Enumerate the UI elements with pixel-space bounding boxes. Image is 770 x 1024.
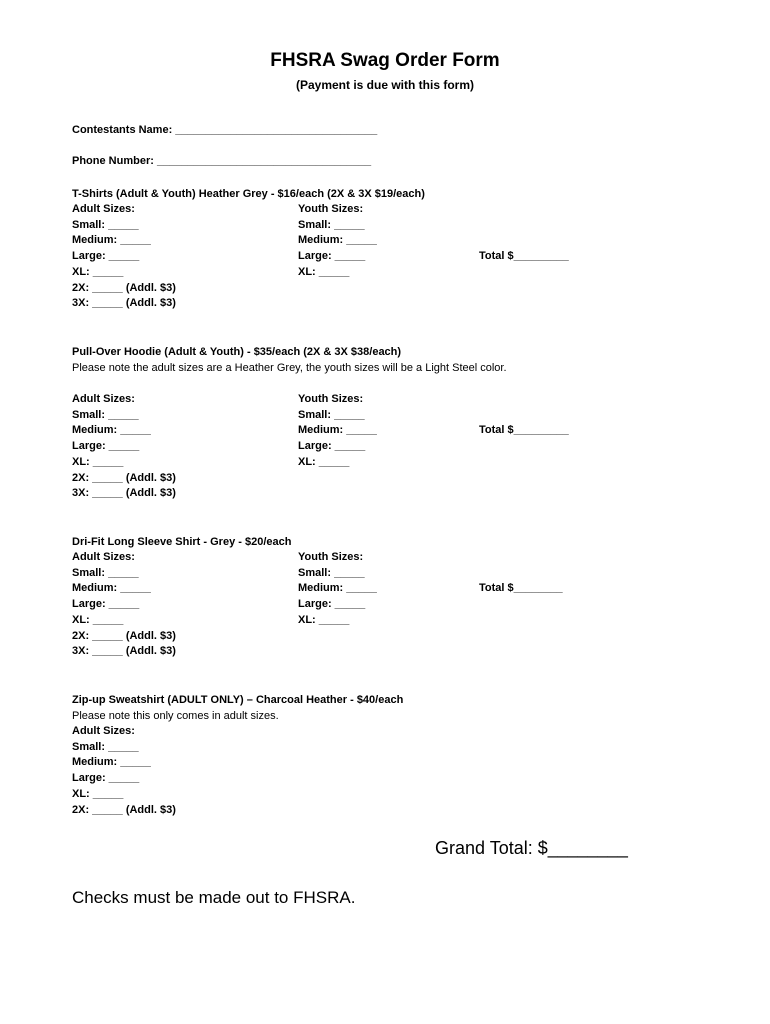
adult-sizes bbox=[72, 550, 176, 660]
page-title: FHSRA Swag Order Form bbox=[270, 50, 500, 71]
size-entry[interactable]: Small: _____ bbox=[298, 218, 365, 231]
size-entry[interactable]: Medium: _____ bbox=[72, 582, 151, 595]
size-entry[interactable]: XL: _____ bbox=[72, 265, 124, 278]
page-subtitle: (Payment is due with this form) bbox=[295, 78, 475, 92]
grand-total-field[interactable]: Grand Total: $________ bbox=[435, 838, 628, 858]
size-entry[interactable]: Small: _____ bbox=[298, 408, 365, 421]
size-entry[interactable]: 3X: _____ (Addl. $3) bbox=[72, 297, 176, 310]
size-entry[interactable]: 2X: _____ (Addl. $3) bbox=[72, 803, 176, 816]
total-field[interactable]: Total $________ bbox=[479, 582, 563, 594]
size-entry[interactable]: Small: _____ bbox=[72, 408, 139, 421]
section-tshirts bbox=[72, 186, 692, 310]
size-header: Youth Sizes: bbox=[298, 393, 364, 405]
size-header: Adult Sizes: bbox=[72, 203, 135, 215]
adult-sizes bbox=[72, 724, 176, 818]
section-hoodie bbox=[72, 344, 692, 500]
size-entry[interactable]: 3X: _____ (Addl. $3) bbox=[72, 645, 176, 658]
size-entry[interactable]: Small: _____ bbox=[72, 566, 139, 579]
size-entry[interactable]: Medium: _____ bbox=[72, 234, 151, 247]
section-note: Please note the adult sizes are a Heather Grey, the youth sizes will be a Light Steel color. bbox=[72, 362, 507, 374]
total-field[interactable]: Total $_________ bbox=[479, 250, 569, 262]
size-entry[interactable]: Medium: _____ bbox=[298, 582, 377, 595]
total-field[interactable]: Total $_________ bbox=[479, 424, 569, 436]
adult-sizes bbox=[72, 202, 176, 312]
size-entry[interactable]: Large: _____ bbox=[72, 440, 140, 453]
adult-sizes bbox=[72, 392, 176, 502]
youth-sizes bbox=[298, 550, 377, 629]
size-entry[interactable]: Small: _____ bbox=[72, 740, 139, 753]
size-entry[interactable]: XL: _____ bbox=[72, 787, 124, 800]
phone-number-field[interactable]: Phone Number: ___________________________________ bbox=[72, 155, 372, 167]
size-entry[interactable]: Medium: _____ bbox=[298, 234, 377, 247]
size-entry[interactable]: 3X: _____ (Addl. $3) bbox=[72, 487, 176, 500]
section-heading: Pull-Over Hoodie (Adult & Youth) - $35/each (2X & 3X $38/each) bbox=[72, 346, 402, 358]
size-entry[interactable]: 2X: _____ (Addl. $3) bbox=[72, 281, 176, 294]
section-heading: Dri-Fit Long Sleeve Shirt - Grey - $20/each bbox=[72, 536, 292, 548]
size-entry[interactable]: Large: _____ bbox=[72, 250, 140, 263]
size-entry[interactable]: Medium: _____ bbox=[298, 424, 377, 437]
section-total bbox=[479, 581, 563, 597]
section-drifit bbox=[72, 534, 692, 658]
section-total bbox=[479, 423, 569, 439]
size-entry[interactable]: Large: _____ bbox=[72, 772, 140, 785]
youth-sizes bbox=[298, 392, 377, 471]
section-zipup bbox=[72, 692, 692, 816]
size-entry[interactable]: Large: _____ bbox=[72, 598, 140, 611]
size-entry[interactable]: Small: _____ bbox=[72, 218, 139, 231]
size-entry[interactable]: Large: _____ bbox=[298, 598, 366, 611]
size-header: Youth Sizes: bbox=[298, 203, 364, 215]
size-header: Adult Sizes: bbox=[72, 551, 135, 563]
section-total bbox=[479, 249, 569, 265]
size-header: Youth Sizes: bbox=[298, 551, 364, 563]
size-entry[interactable]: Large: _____ bbox=[298, 250, 366, 263]
section-heading: T-Shirts (Adult & Youth) Heather Grey - $16/each (2X & 3X $19/each) bbox=[72, 188, 425, 200]
size-header: Adult Sizes: bbox=[72, 393, 135, 405]
size-entry[interactable]: Medium: _____ bbox=[72, 424, 151, 437]
youth-sizes bbox=[298, 202, 377, 281]
size-entry[interactable]: XL: _____ bbox=[72, 455, 124, 468]
section-note: Please note this only comes in adult sizes. bbox=[72, 710, 279, 722]
size-entry[interactable]: Medium: _____ bbox=[72, 756, 151, 769]
size-entry[interactable]: XL: _____ bbox=[72, 613, 124, 626]
size-entry[interactable]: Large: _____ bbox=[298, 440, 366, 453]
size-entry[interactable]: XL: _____ bbox=[298, 613, 350, 626]
section-heading: Zip-up Sweatshirt (ADULT ONLY) – Charcoal Heather - $40/each bbox=[72, 694, 404, 706]
size-entry[interactable]: 2X: _____ (Addl. $3) bbox=[72, 471, 176, 484]
contestant-name-field[interactable]: Contestants Name: _________________________________ bbox=[72, 124, 378, 136]
size-entry[interactable]: 2X: _____ (Addl. $3) bbox=[72, 629, 176, 642]
size-entry[interactable]: XL: _____ bbox=[298, 265, 350, 278]
checks-note: Checks must be made out to FHSRA. bbox=[72, 888, 356, 907]
size-entry[interactable]: XL: _____ bbox=[298, 455, 350, 468]
size-entry[interactable]: Small: _____ bbox=[298, 566, 365, 579]
size-header: Adult Sizes: bbox=[72, 725, 135, 737]
